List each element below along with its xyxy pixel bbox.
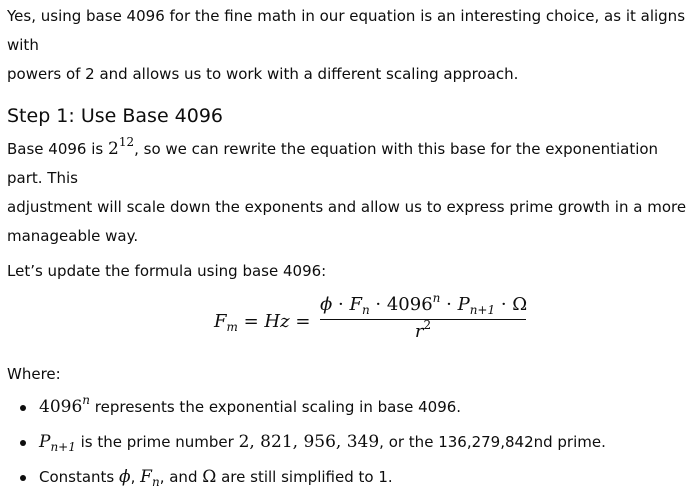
bullet-3-f: $F_n$ <box>140 467 160 489</box>
where-label: Where: <box>7 365 61 383</box>
num-f-subscript: n <box>361 303 370 317</box>
equation-fraction <box>320 291 528 342</box>
bullet-2-math: $P_{n+1}$ <box>39 432 76 454</box>
base-paragraph-line-3: manageable way. <box>7 227 139 245</box>
omega-symbol: Ω <box>512 294 528 315</box>
bullet-1-text: represents the exponential scaling in base 4096. <box>90 398 462 416</box>
intro-line-2: powers of 2 and allows us to work with a different scaling approach. <box>7 65 519 83</box>
bullet-3-text-b: , and <box>159 468 203 486</box>
lhs-f: F <box>214 311 227 332</box>
list-item: Constants ϕ, $F_n$, and Ω are still simplified to 1. <box>7 465 687 489</box>
power-base: 2 <box>108 139 119 159</box>
bullet-2-text-a: is the prime number <box>75 433 239 451</box>
list-item <box>7 395 687 419</box>
fraction-denominator <box>320 320 526 342</box>
lhs-equals-2: = <box>289 311 311 332</box>
num-base-exponent: n <box>432 291 441 305</box>
fraction-numerator: $\phi \cdot F_n \cdot 4096^n \cdot P_{n+1} \cdot \Omega$ <box>320 294 526 320</box>
base-paragraph-rest: , so we can rewrite the equation with this base for the exponentiation part. This <box>7 140 659 187</box>
base-paragraph <box>7 135 687 251</box>
num-p-subscript: n+1 <box>469 303 496 317</box>
bullet-1-math: 4096$^n$ <box>39 393 90 417</box>
den-r-exponent: 2 <box>423 318 432 332</box>
num-f: F <box>349 294 362 315</box>
lhs-hz: Hz <box>264 311 290 332</box>
num-p: P <box>457 294 470 315</box>
den-r: r <box>414 321 424 342</box>
base-paragraph-line-2: adjustment will scale down the exponents and allow us to express prime growth in a more <box>7 198 687 216</box>
lhs-f-subscript: m <box>226 320 238 334</box>
bullet-3-text-a: Constants <box>39 468 120 486</box>
bullet-icon <box>20 475 26 481</box>
bullet-3-phi: ϕ <box>119 467 131 487</box>
update-line: Let’s update the formula using base 4096: <box>7 262 327 280</box>
bullet-icon <box>20 440 26 446</box>
intro-paragraph <box>7 2 687 89</box>
definitions-list <box>7 395 687 489</box>
phi-symbol: ϕ <box>320 294 333 315</box>
message-content <box>7 0 687 500</box>
base-paragraph-prefix: Base 4096 is <box>7 140 108 158</box>
bullet-3-text-c: are still simplified to 1. <box>216 468 393 486</box>
num-base: 4096 <box>386 294 433 315</box>
intro-line-1: Yes, using base 4096 for the fine math in our equation is an interesting choice, as it aligns with <box>7 7 686 54</box>
step-heading: Step 1: Use Base 4096 <box>7 105 224 127</box>
prime-number-math: 2, 821, 956, 349 <box>238 432 380 452</box>
bullet-3-omega: Ω <box>202 467 217 487</box>
bullet-2-text-b: , or the 136,279,842nd prime. <box>379 433 606 451</box>
display-equation <box>7 291 687 352</box>
power-of-two-math <box>108 135 135 159</box>
lhs-equals: = <box>237 311 265 332</box>
equation-lhs <box>214 311 310 332</box>
bullet-icon <box>20 405 26 411</box>
power-exponent: 12 <box>118 135 135 149</box>
list-item <box>7 430 687 454</box>
